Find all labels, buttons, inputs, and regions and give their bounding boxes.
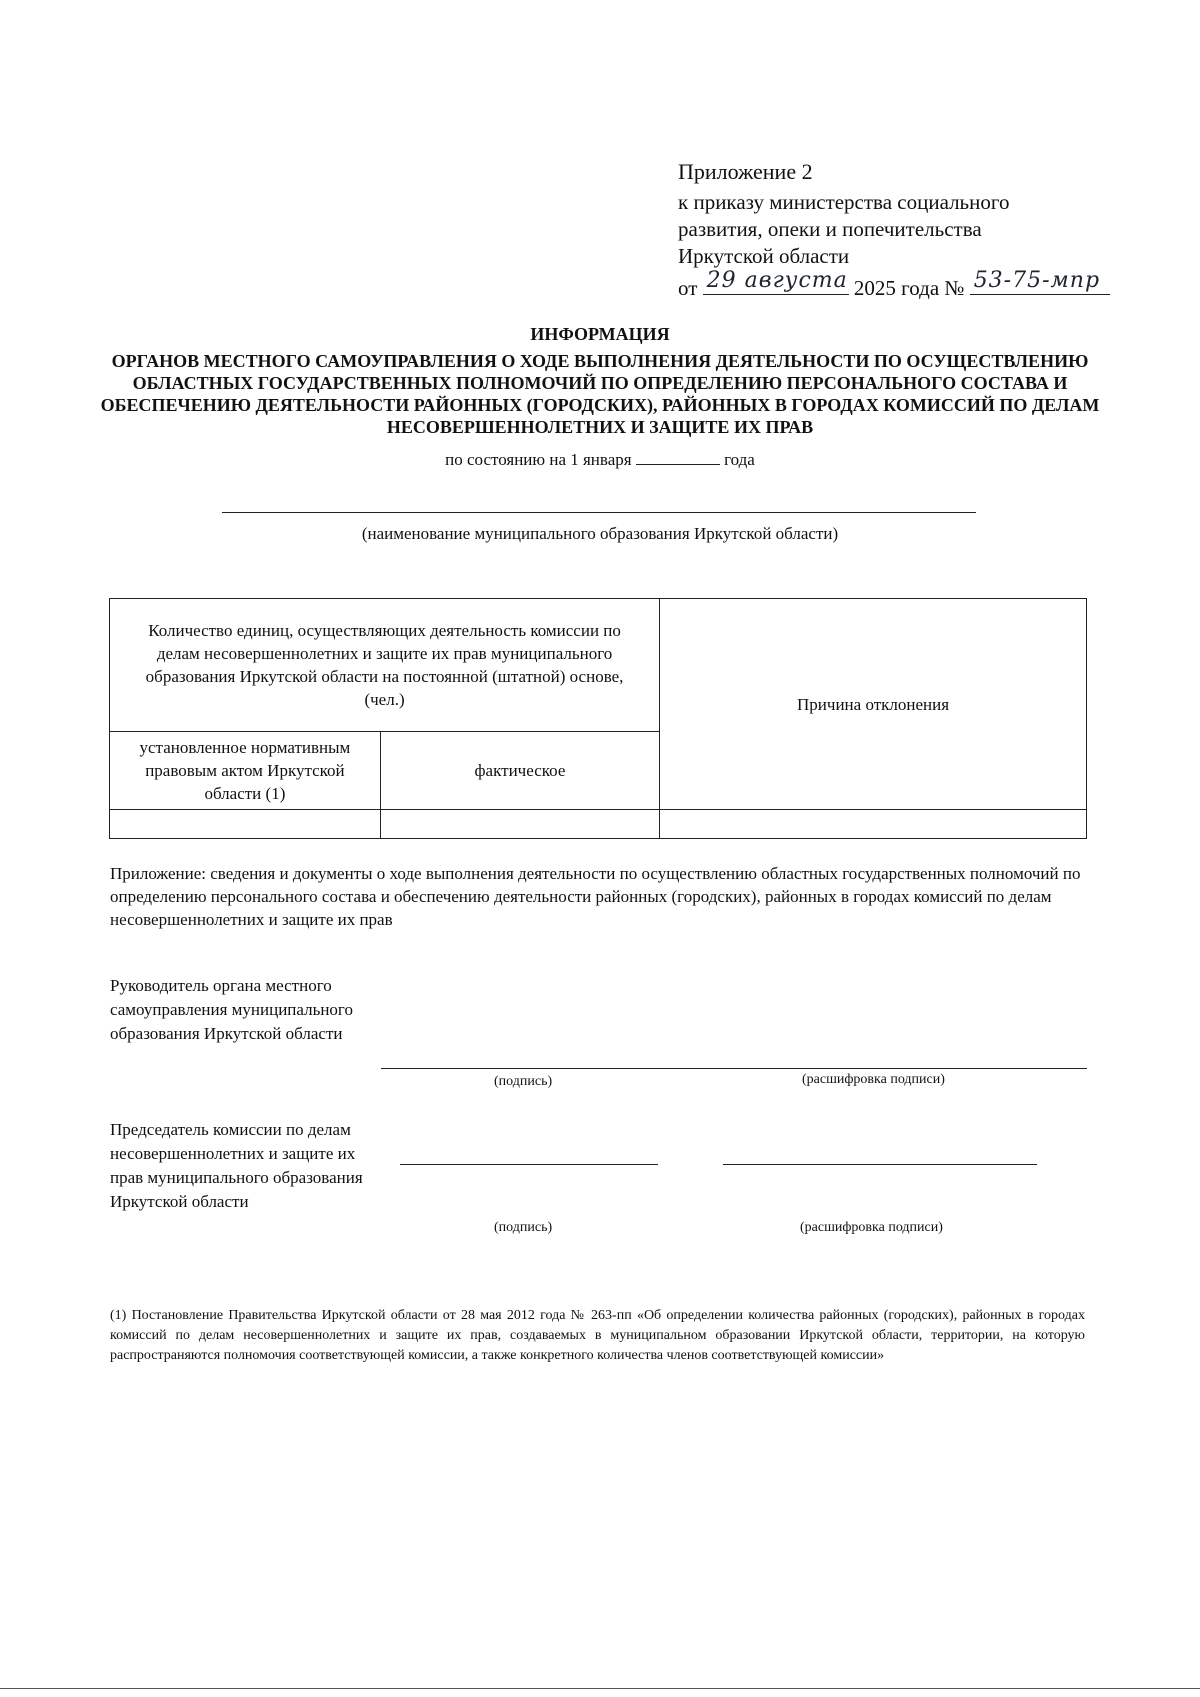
staff-count-table (109, 598, 1087, 839)
appendix-line-3: Иркутской области (678, 244, 850, 268)
handwritten-date: 29 августа (706, 268, 848, 293)
chair-decode-line (723, 1164, 1037, 1165)
from-prefix: от (678, 276, 698, 300)
head-signatory-label: Руководитель органа местного самоуправления муниципального образования Иркутской области (110, 976, 353, 1043)
appendix-title: Приложение 2 (678, 159, 813, 184)
asof-suffix: года (724, 450, 755, 469)
footnote: (1) Постановление Правительства Иркутской области от 28 мая 2012 года № 263-пп «Об определении количества районных (городских), районных в городах комиссий по делам несовершеннолетних и защите их прав, создаваемых в муниципальном образовании Иркутской области, территории, на которую распространяются полномочия соответствующей комиссии, а также конкретного количества членов соответствующей комиссии» (110, 1308, 1085, 1363)
municipality-line (222, 512, 976, 513)
year-number-text: 2025 года № (853, 276, 965, 300)
table-row (110, 810, 1087, 839)
header-normative: установленное нормативным правовым актом Иркутской области (1) (110, 732, 381, 810)
municipality-caption: (наименование муниципального образования Иркутской области) (361, 524, 839, 543)
scan-bottom-edge (0, 1688, 1200, 1689)
order-date-number-row (678, 270, 1110, 300)
table-row (110, 599, 1087, 732)
date-field (703, 270, 849, 295)
header-actual: фактическое (380, 732, 659, 810)
number-field (970, 270, 1110, 295)
chair-signature-caption: (подпись) (494, 1220, 553, 1235)
chair-signatory-label: Председатель комиссии по делам несовершеннолетних и защите их прав муниципального образования Иркутской области (110, 1120, 363, 1211)
appendix-line-2: развития, опеки и попечительства (678, 217, 982, 241)
document-subtitle: ОРГАНОВ МЕСТНОГО САМОУПРАВЛЕНИЯ О ХОДЕ ВЫПОЛНЕНИЯ ДЕЯТЕЛЬНОСТИ ПО ОСУЩЕСТВЛЕНИЮ ОБЛАСТНЫХ ГОСУДАРСТВЕННЫХ ПОЛНОМОЧИЙ ПО ОПРЕДЕЛЕНИЮ ПЕРСОНАЛЬНОГО СОСТАВА И ОБЕСПЕЧЕНИЮ ДЕЯТЕЛЬНОСТИ РАЙОННЫХ (ГОРОДСКИХ), РАЙОННЫХ В ГОРОДАХ КОМИССИЙ ПО ДЕЛАМ НЕСОВЕРШЕННОЛЕТНИХ И ЗАЩИТЕ ИХ ПРАВ (100, 351, 1100, 437)
asof-prefix: по состоянию на 1 января (445, 450, 632, 469)
cell-reason-value (660, 810, 1087, 839)
chair-decode-caption: (расшифровка подписи) (800, 1220, 943, 1235)
document-title: ИНФОРМАЦИЯ (530, 324, 670, 344)
cell-normative-value (110, 810, 381, 839)
chair-signature-line (400, 1164, 658, 1165)
head-signature-caption: (подпись) (494, 1074, 553, 1089)
head-decode-caption: (расшифровка подписи) (802, 1072, 945, 1087)
year-blank (636, 448, 720, 465)
header-deviation-reason: Причина отклонения (660, 599, 1087, 810)
appendix-block (678, 158, 1110, 300)
attachment-note: Приложение: сведения и документы о ходе выполнения деятельности по осуществлению областных государственных полномочий по определению персонального состава и обеспечению деятельности районных (городских), районных в городах комиссий по делам несовершеннолетних и защите их прав (110, 864, 1081, 929)
handwritten-number: 53-75-мпр (973, 268, 1101, 293)
cell-actual-value (380, 810, 659, 839)
appendix-line-1: к приказу министерства социального (678, 190, 1010, 214)
as-of-date (0, 448, 1200, 470)
header-staff-count: Количество единиц, осуществляющих деятельность комиссии по делам несовершеннолетних и защите их прав муниципального образования Иркутской области на постоянной (штатной) основе, (чел.) (110, 599, 660, 732)
head-signature-line (381, 1068, 1087, 1069)
